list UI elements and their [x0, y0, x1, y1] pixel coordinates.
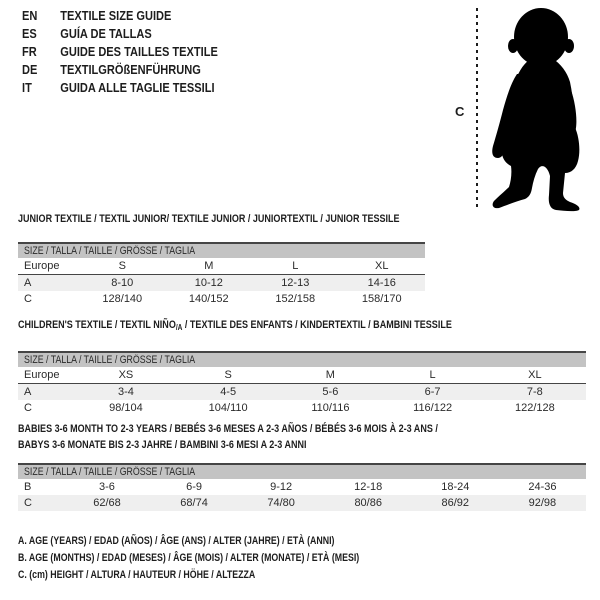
row-label: B: [24, 481, 32, 493]
children-table-title: [18, 319, 484, 334]
legend-line-b: B. AGE (MONTHS) / EDAD (MESES) / ÂGE (MOIS) / ALTER (MONATE) / ETÀ (MESI): [18, 552, 360, 564]
size-cell: M: [166, 258, 252, 275]
size-cell: L: [252, 258, 338, 275]
size-cell: S: [177, 367, 279, 384]
row-label: C: [24, 497, 32, 509]
language-title: TEXTILE SIZE GUIDE: [60, 8, 172, 23]
language-row-es: [22, 25, 218, 43]
babies-title-line2: BABYS 3-6 MONATE BIS 2-3 JAHRE / BAMBINI 3-6 MESI A 2-3 ANNI: [18, 439, 307, 451]
table-row-height: [18, 400, 586, 416]
junior-size-table: [18, 258, 425, 307]
value-cell: 3-6: [99, 481, 115, 493]
language-row-fr: [22, 43, 218, 61]
value-cell: 122/128: [514, 402, 555, 414]
size-header-label: SIZE / TALLA / TAILLE / GRÖSSE / TAGLIA: [24, 245, 196, 257]
value-cell: 18-24: [441, 481, 470, 493]
babies-table-title: [18, 421, 484, 453]
size-header-label: SIZE / TALLA / TAILLE / GRÖSSE / TAGLIA: [24, 354, 196, 366]
legend-line-c: C. (cm) HEIGHT / ALTURA / HAUTEUR / HÖHE / ALTEZZA: [18, 569, 256, 581]
value-cell: 14-16: [367, 277, 396, 289]
value-cell: 98/104: [109, 402, 143, 414]
language-title: GUÍA DE TALLAS: [60, 26, 152, 41]
babies-title-line1: BABIES 3-6 MONTH TO 2-3 YEARS / BEBÉS 3-6 MESES A 2-3 AÑOS / BÉBÉS 3-6 MOIS À 2-3 ANS /: [18, 423, 438, 435]
value-cell: 74/80: [267, 497, 295, 509]
value-cell: 3-4: [117, 386, 134, 398]
childrens-textile-section: [18, 319, 586, 416]
size-header-label: SIZE / TALLA / TAILLE / GRÖSSE / TAGLIA: [24, 466, 196, 478]
junior-textile-section: [18, 213, 425, 307]
value-cell: 110/116: [311, 402, 350, 414]
size-cell: L: [382, 367, 484, 384]
table-row-age: [18, 384, 586, 401]
language-code: FR: [22, 44, 37, 59]
language-title: GUIDE DES TAILLES TEXTILE: [60, 44, 218, 59]
size-cell: XS: [75, 367, 177, 384]
height-label-c: C: [455, 104, 465, 119]
language-title: TEXTILGRÖßENFÜHRUNG: [60, 62, 201, 77]
language-code: EN: [22, 8, 38, 23]
size-cell: XL: [484, 367, 586, 384]
value-cell: 12-13: [281, 277, 310, 289]
title-text: CHILDREN'S TEXTILE / TEXTIL NIÑO: [18, 319, 176, 331]
table-row-age-months: [18, 479, 586, 495]
height-measure-figure: [448, 4, 598, 216]
size-header-bar: [18, 242, 425, 258]
table-row-age: [18, 275, 425, 292]
row-label: Europe: [18, 258, 79, 275]
value-cell: 104/110: [208, 402, 248, 414]
value-cell: 140/152: [188, 293, 229, 305]
table-row-height: [18, 291, 425, 307]
title-subscript: /A: [175, 323, 183, 332]
value-cell: 10-12: [194, 277, 223, 289]
measurement-legend: [18, 533, 445, 584]
baby-silhouette-icon: [486, 4, 598, 212]
value-cell: 62/68: [93, 497, 121, 509]
table-row-europe: [18, 367, 586, 384]
value-cell: 92/98: [528, 497, 557, 509]
table-row-height: [18, 495, 586, 511]
babies-textile-section: [18, 421, 586, 511]
value-cell: 6-9: [186, 481, 202, 493]
value-cell: 9-12: [270, 481, 293, 493]
table-row-europe: [18, 258, 425, 275]
babies-size-table: [18, 479, 586, 511]
value-cell: 86/92: [441, 497, 470, 509]
value-cell: 152/158: [275, 293, 316, 305]
language-row-it: [22, 79, 218, 97]
value-cell: 12-18: [354, 481, 383, 493]
language-code: IT: [22, 80, 32, 95]
value-cell: 128/140: [102, 293, 143, 305]
size-cell: S: [79, 258, 165, 275]
value-cell: 68/74: [180, 497, 208, 509]
language-code: ES: [22, 26, 37, 41]
junior-table-title: JUNIOR TEXTILE / TEXTIL JUNIOR/ TEXTILE JUNIOR / JUNIORTEXTIL / JUNIOR TESSILE: [18, 213, 400, 225]
size-cell: M: [279, 367, 381, 384]
children-size-table: [18, 367, 586, 416]
language-code: DE: [22, 62, 38, 77]
legend-line-a: A. AGE (YEARS) / EDAD (AÑOS) / ÂGE (ANS) / ALTER (JAHRE) / ETÀ (ANNI): [18, 535, 335, 547]
row-label: A: [24, 277, 32, 289]
value-cell: 4-5: [220, 386, 237, 398]
value-cell: 116/122: [413, 402, 453, 414]
row-label: A: [24, 386, 32, 398]
value-cell: 7-8: [526, 386, 543, 398]
title-text: / TEXTILE DES ENFANTS / KINDERTEXTIL / BAMBINI TESSILE: [182, 319, 452, 331]
size-header-bar: [18, 463, 586, 479]
height-dashed-line: [476, 8, 478, 209]
value-cell: 24-36: [528, 481, 557, 493]
value-cell: 8-10: [111, 277, 134, 289]
language-row-de: [22, 61, 218, 79]
value-cell: 6-7: [424, 386, 441, 398]
value-cell: 80/86: [354, 497, 382, 509]
size-header-bar: [18, 351, 586, 367]
row-label: C: [24, 293, 32, 305]
row-label: C: [24, 402, 32, 414]
value-cell: 158/170: [361, 293, 402, 305]
language-title-list: [22, 7, 252, 97]
value-cell: 5-6: [322, 386, 339, 398]
language-title: GUIDA ALLE TAGLIE TESSILI: [60, 80, 215, 95]
language-row-en: [22, 7, 218, 25]
row-label: Europe: [18, 367, 75, 384]
size-cell: XL: [339, 258, 426, 275]
